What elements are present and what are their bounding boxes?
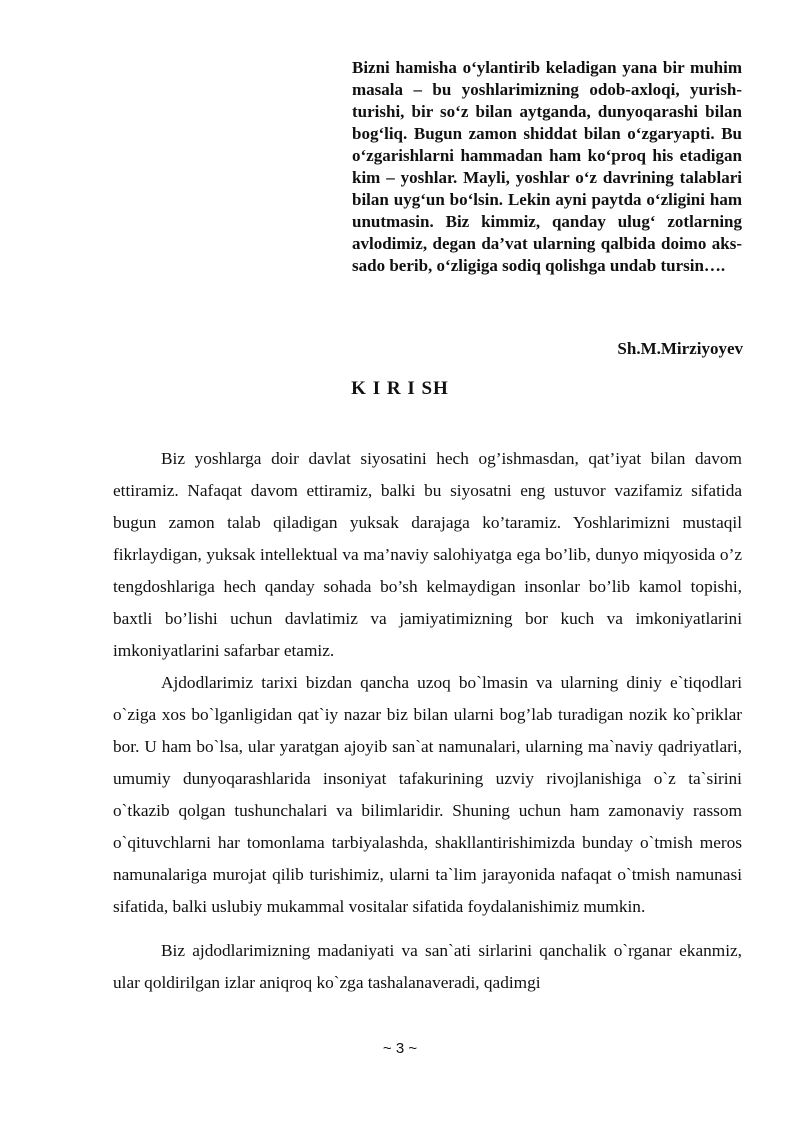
page-number: ~ 3 ~	[382, 1040, 418, 1057]
section-heading: K I R I SH	[351, 378, 449, 399]
body-text	[113, 443, 742, 999]
paragraph: Biz ajdodlarimizning madaniyati va san`ati sirlarini qanchalik o`rganar ekanmiz, ular qoldirilgan izlar aniqroq ko`zga tashalanaveradi, qadimgi	[113, 941, 742, 992]
epigraph-quote: Bizni hamisha o‘ylantirib keladigan yana bir muhim masala – bu yoshlarimizning odob-axloqi, yurish-turishi, bir so‘z bilan aytganda, dunyoqarashi bilan bog‘liq. Bugun zamon shiddat bilan o‘zgaryapti. Bu o‘zgarishlarni hammadan ham ko‘proq his etadigan kim – yoshlar. Mayli, yoshlar o‘z davrining talablari bilan uyg‘un bo‘lsin. Lekin ayni paytda o‘zligini ham unutmasin. Biz kimmiz, qanday ulug‘ zotlarning avlodimiz, degan da’vat ularning qalbida doimo aks-sado berib, o‘zligiga sodiq qolishga undab tursin….	[352, 58, 742, 275]
paragraph: Biz yoshlarga doir davlat siyosatini hech og’ishmasdan, qat’iyat bilan davom ettiramiz. Nafaqat davom ettiramiz, balki bu siyosatni eng ustuvor vazifamiz sifatida bugun zamon talab qiladigan yuksak darajaga ko’taramiz. Yoshlarimizni mustaqil fikrlaydigan, yuksak intellektual va ma’naviy salohiyatga ega bo’lib, dunyo miqyosida o’z tengdoshlariga hech qanday sohada bo’sh kelmaydigan insonlar bo’lib kamol topishi, baxtli bo’lishi uchun davlatimiz va jamiyatimizning bor kuch va imkoniyatlarini imkoniyatlarini safarbar etamiz.	[113, 449, 742, 660]
paragraph: Ajdodlarimiz tarixi bizdan qancha uzoq bo`lmasin va ularning diniy e`tiqodlari o`ziga xos bo`lganligidan qat`iy nazar biz bilan ularni bog’lab turadigan nozik ko`priklar bor. U ham bo`lsa, ular yaratgan ajoyib san`at namunalari, ularning ma`naviy qadriyatlari, umumiy dunyoqarashlarida insoniyat tafakurining uzviy rivojlanishiga o`z ta`sirini o`tkazib qolgan tushunchalari va bilimlaridir. Shuning uchun ham zamonaviy rassom o`qituvchlarni har tomonlama tarbiyalashda, shakllantirishimizda bunday o`tmish meros namunalariga murojat qilib turishimiz, ularni ta`lim jarayonida nafaqat o`tmish namunasi sifatida, balki uslubiy mukammal vositalar sifatida foydalanishimiz mumkin.	[113, 673, 742, 916]
epigraph-author: Sh.M.Mirziyoyev	[617, 339, 743, 358]
